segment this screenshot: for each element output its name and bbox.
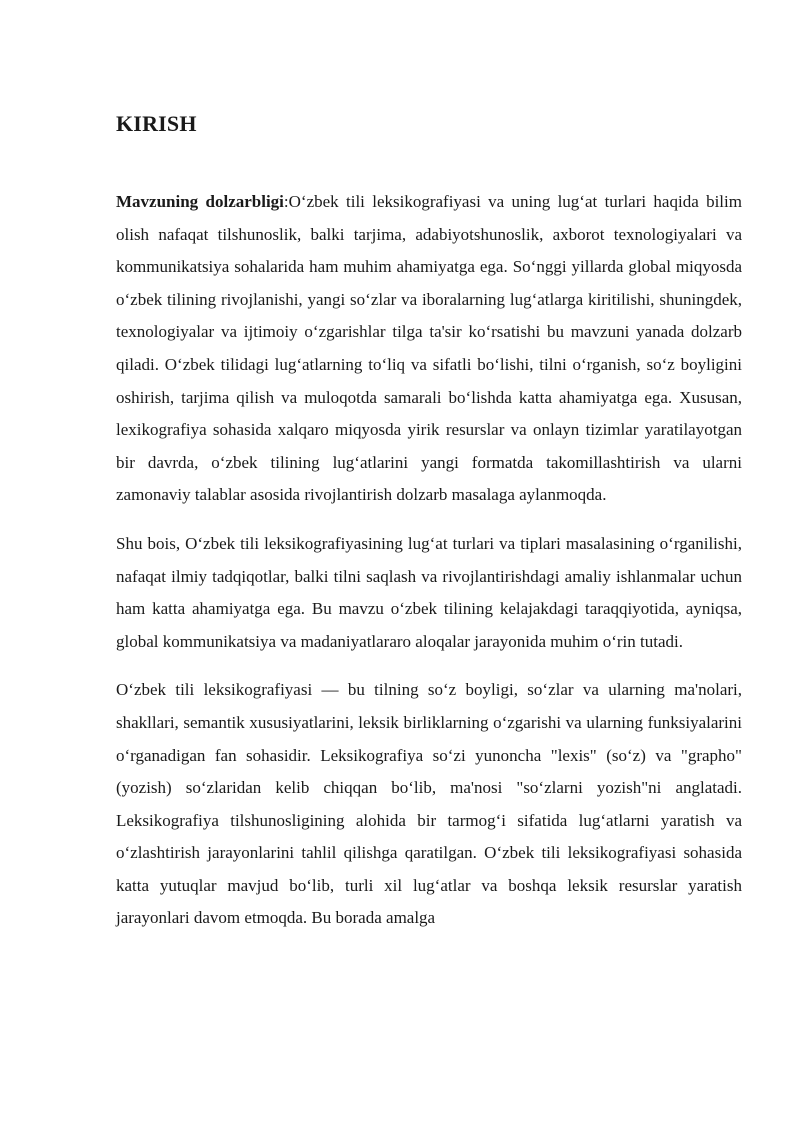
paragraph-body: :O‘zbek tili leksikografiyasi va uning lug‘at turlari haqida bilim olish nafaqat tilshunoslik, balki tarjima, adabiyotshunoslik, axborot texnologiyalari va kommunikatsiya sohalarida ham muhim ahamiyatga ega. So‘nggi yillarda global miqyosda o‘zbek tilining rivojlanishi, yangi so‘zlar va iboralarning lug‘atlarga kiritilishi, shuningdek, texnologiyalar va ijtimoiy o‘zgarishlar tilga ta'sir ko‘rsatishi bu mavzuni yanada dolzarb qiladi. O‘zbek tilidagi lug‘atlarning to‘liq va sifatli bo‘lishi, tilni o‘rganish, so‘z boyligini oshirish, tarjima qilish va muloqotda samarali bo‘lishda katta ahamiyatga ega. Xususan, lexikografiya sohasida xalqaro miqyosda yirik resurslar va onlayn tizimlar yaratilayotgan bir davrda, o‘zbek tilining lug‘atlarini yangi formatda takomillashtirish va ularni zamonaviy talablar asosida rivojlantirish dolzarb masalaga aylanmoqda. bbox=[116, 192, 742, 505]
body-text bbox=[116, 186, 742, 951]
paragraph-3: O‘zbek tili leksikografiyasi — bu tilning so‘z boyligi, so‘zlar va ularning ma'nolari, shakllari, semantik xususiyatlarini, leksik birliklarning o‘zgarishi va ularning funksiyalarini o‘rganadigan fan sohasidir. Leksikografiya so‘zi yunoncha "lexis" (so‘z) va "grapho" (yozish) so‘zlaridan kelib chiqqan bo‘lib, ma'nosi "so‘zlarni yozish"ni anglatadi. Leksikografiya tilshunosligining alohida bir tarmog‘i sifatida lug‘atlarni yaratish va o‘zlashtirish jarayonlarini tahlil qilishga qaratilgan. O‘zbek tili leksikografiyasi sohasida katta yutuqlar mavjud bo‘lib, turli xil lug‘atlar va boshqa leksik resurslar yaratish jarayonlari davom etmoqda. Bu borada amalga bbox=[116, 680, 742, 928]
paragraph-lead: Mavzuning dolzarbligi bbox=[116, 192, 284, 211]
page-heading: KIRISH bbox=[116, 111, 197, 136]
paragraph-2: Shu bois, O‘zbek tili leksikografiyasining lug‘at turlari va tiplari masalasining o‘rganilishi, nafaqat ilmiy tadqiqotlar, balki tilni saqlash va rivojlantirishdagi amaliy ishlanmalar uchun ham katta ahamiyatga ega. Bu mavzu o‘zbek tilining kelajakdagi taraqqiyotida, ayniqsa, global kommunikatsiya va madaniyatlararo aloqalar jarayonida muhim o‘rin tutadi. bbox=[116, 533, 742, 651]
paragraph-relevance bbox=[116, 186, 742, 512]
